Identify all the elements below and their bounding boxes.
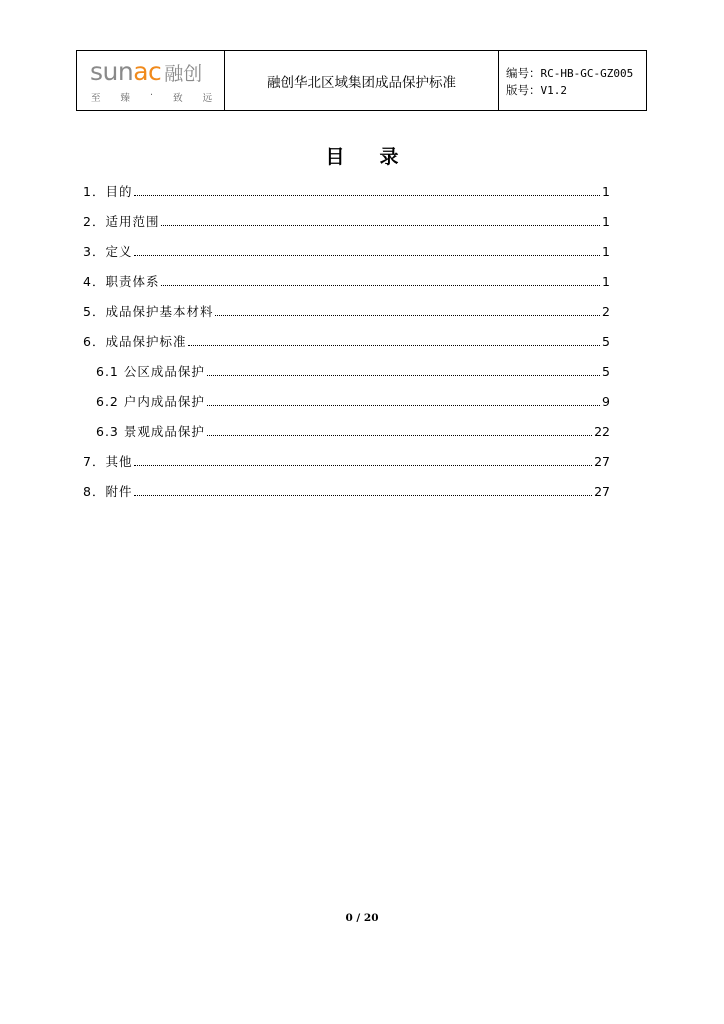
document-code-value: RC-HB-GC-GZ005 — [540, 67, 634, 80]
toc-entry-page: 1 — [602, 273, 610, 289]
document-title-cell — [225, 51, 499, 110]
document-meta-cell — [499, 51, 646, 110]
toc-entry-page: 1 — [602, 213, 610, 229]
toc-entry[interactable] — [83, 446, 610, 476]
toc-entry-label: 8．附件 — [83, 484, 133, 499]
document-code-label: 编号： — [506, 66, 541, 80]
toc-entry-label: 6.3 景观成品保护 — [96, 424, 205, 439]
toc-dot-leader — [207, 375, 600, 376]
slogan-char: 臻 — [120, 93, 131, 104]
sunac-logo — [90, 59, 202, 84]
toc-entry-label: 2．适用范围 — [83, 214, 160, 229]
table-of-contents — [83, 176, 610, 506]
toc-entry-label: 6．成品保护标准 — [83, 334, 187, 349]
logo-accent-text: ac — [133, 57, 162, 86]
logo-cell — [77, 51, 225, 110]
slogan-char: · — [150, 90, 154, 101]
document-header-table — [76, 50, 647, 111]
toc-entry[interactable] — [83, 356, 610, 386]
toc-entry-page: 1 — [602, 183, 610, 199]
toc-dot-leader — [161, 225, 600, 226]
slogan-char: 远 — [202, 93, 213, 104]
toc-entry-label: 4．职责体系 — [83, 274, 160, 289]
toc-entry[interactable] — [83, 206, 610, 236]
toc-entry-page: 27 — [594, 453, 610, 469]
toc-entry-label: 7．其他 — [83, 454, 133, 469]
toc-entry-page: 2 — [602, 303, 610, 319]
toc-entry-page: 1 — [602, 243, 610, 259]
document-title: 融创华北区域集团成品保护标准 — [267, 74, 456, 91]
toc-entry[interactable] — [83, 476, 610, 506]
document-version-value: V1.2 — [540, 84, 567, 97]
toc-entry[interactable] — [83, 266, 610, 296]
toc-dot-leader — [188, 345, 600, 346]
toc-entry[interactable] — [83, 386, 610, 416]
logo-latin-text: sun — [90, 57, 134, 86]
logo-chinese-text: 融创 — [164, 63, 203, 85]
toc-entry[interactable] — [83, 326, 610, 356]
toc-entry-page: 9 — [602, 393, 610, 409]
toc-entry-page: 5 — [602, 333, 610, 349]
toc-heading: 目录 — [325, 146, 434, 168]
toc-dot-leader — [161, 285, 600, 286]
toc-entry[interactable] — [83, 176, 610, 206]
toc-entry-label: 6.2 户内成品保护 — [96, 394, 205, 409]
toc-entry-label: 3．定义 — [83, 244, 133, 259]
slogan-char: 至 — [91, 93, 101, 104]
document-version-line — [506, 82, 646, 99]
toc-entry-label: 6.1 公区成品保护 — [96, 364, 205, 379]
toc-dot-leader — [215, 315, 600, 316]
toc-dot-leader — [134, 255, 600, 256]
toc-entry[interactable] — [83, 416, 610, 446]
toc-entry-label: 5．成品保护基本材料 — [83, 304, 214, 319]
toc-entry[interactable] — [83, 236, 610, 266]
toc-dot-leader — [207, 435, 592, 436]
toc-dot-leader — [134, 465, 592, 466]
toc-entry-page: 22 — [594, 423, 610, 439]
logo-slogan — [91, 90, 212, 104]
slogan-char: 致 — [173, 93, 183, 104]
toc-dot-leader — [134, 195, 600, 196]
toc-dot-leader — [134, 495, 592, 496]
document-version-label: 版号： — [506, 83, 541, 97]
toc-entry-page: 27 — [594, 483, 610, 499]
toc-entry[interactable] — [83, 296, 610, 326]
toc-entry-label: 1．目的 — [83, 184, 133, 199]
toc-entry-page: 5 — [602, 363, 610, 379]
toc-dot-leader — [207, 405, 600, 406]
document-code-line — [506, 65, 646, 82]
page-number-footer: 0 / 20 — [345, 912, 379, 924]
